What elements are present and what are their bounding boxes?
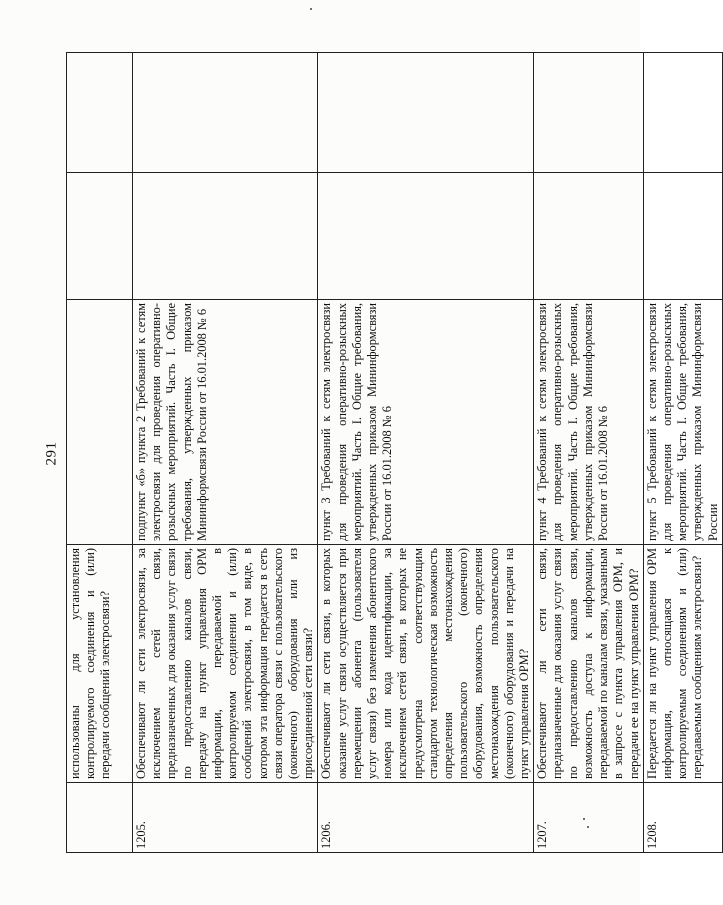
reference-cell: пункт 4 Требований к сетям электросвязи для проведения оперативно-розыскных мероприятий. Часть I. Общие требования, утвержденных приказом Мининформсвязи России от 16.01.2008 № 6 — [534, 300, 643, 545]
table-row — [67, 53, 133, 853]
empty-cell — [534, 173, 643, 300]
empty-cell — [67, 53, 133, 173]
row-number — [67, 783, 133, 853]
row-number: 1206. — [318, 783, 534, 853]
rotated-table-container — [66, 53, 720, 853]
empty-cell — [318, 173, 534, 300]
question-cell: Обеспечивают ли сети связи, в которых оказание услуг связи осуществляется при перемещении абонента (пользователя услуг связи) без изменения абонентского номера или кода идентификации, за исключением сетей связи, в которых не предусмотрена соответствующим стандартом технологическая возможность определения местонахождения пользовательского (оконечного) оборудования, возможность определения местонахождения пользовательского (оконечного) оборудования и передачи на пункт управления ОРМ? — [318, 545, 534, 783]
reference-cell: пункт 5 Требований к сетям электросвязи для проведения оперативно-розыскных мероприятий. Часть I. Общие требования, утвержденных приказом Мининформсвязи России — [643, 300, 722, 545]
row-number: 1205. — [133, 783, 318, 853]
table-row — [534, 53, 643, 853]
reference-cell: подпункт «б» пункта 2 Требований к сетям электросвязи для проведения оперативно-розыскных мероприятий. Часть I. Общие требования, утвержденных приказом Мининформсвязи России от 16.01.2008 № 6 — [133, 300, 318, 545]
table-row — [318, 53, 534, 853]
empty-cell — [534, 53, 643, 173]
scan-speck — [310, 8, 312, 10]
empty-cell — [133, 173, 318, 300]
table-row — [133, 53, 318, 853]
empty-cell — [643, 53, 722, 173]
page-number: 291 — [43, 441, 60, 466]
empty-cell — [133, 53, 318, 173]
empty-cell — [67, 173, 133, 300]
empty-cell — [643, 173, 722, 300]
empty-cell — [318, 53, 534, 173]
scan-speck — [587, 826, 589, 828]
reference-cell — [67, 300, 133, 545]
reference-cell: пункт 3 Требований к сетям электросвязи для проведения оперативно-розыскных мероприятий. Часть I. Общие требования, утвержденных приказом Мининформсвязи России от 16.01.2008 № 6 — [318, 300, 534, 545]
question-cell: Передается ли на пункт управления ОРМ информация, относящаяся к контролируемым соединениям и (или) передаваемым сообщениям электросвязи? — [643, 545, 722, 783]
table-row — [643, 53, 722, 853]
row-number: 1208. — [643, 783, 722, 853]
question-cell: Обеспечивают ли сети электросвязи, за исключением сетей связи, предназначенных для оказания услуг связи по предоставлению каналов связи, передачу на пункт управления ОРМ информации, передаваемой в контролируемом соединении и (или) сообщений электросвязи, в том виде, в котором эта информация передается в сеть связи оператора связи с пользовательского (оконечного) оборудования или из присоединенной сети связи? — [133, 545, 318, 783]
requirements-table — [66, 52, 723, 853]
row-number: 1207. — [534, 783, 643, 853]
scan-speck — [583, 818, 585, 820]
question-cell: использованы для установления контролируемого соединения и (или) передачи сообщений электросвязи? — [67, 545, 133, 783]
question-cell: Обеспечивают ли сети связи, предназначенные для оказания услуг связи по предоставлению каналов связи, возможность доступа к информации, передаваемой по каналам связи, указанным в запросе с пункта управления ОРМ, и передачи ее на пункт управления ОРМ? — [534, 545, 643, 783]
